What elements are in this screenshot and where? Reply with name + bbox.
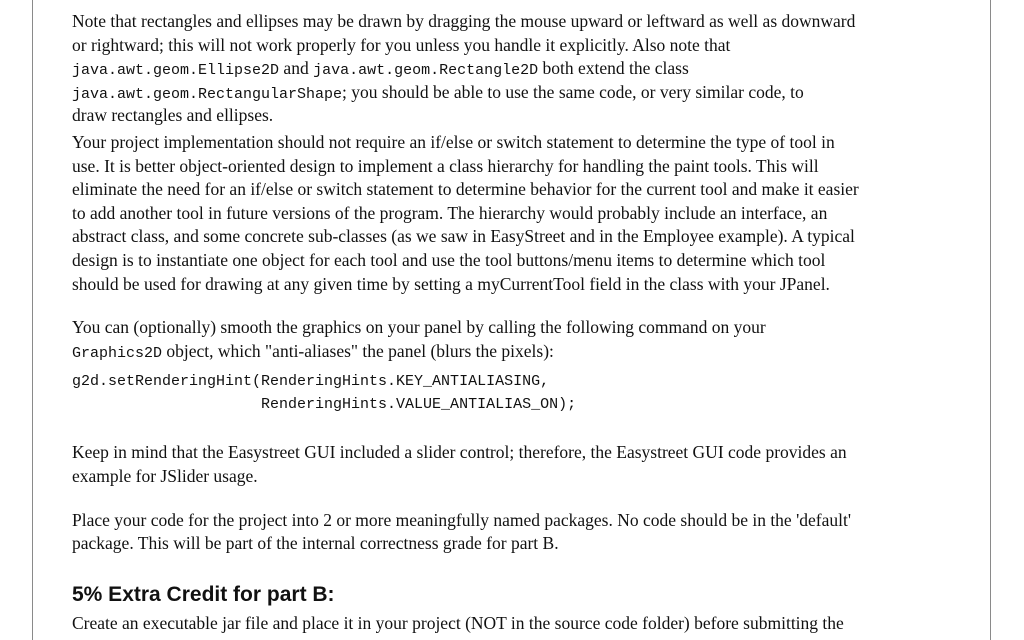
text-line — [72, 104, 972, 128]
paragraph-executable-jar — [72, 612, 972, 636]
text-run: draw rectangles and ellipses. — [72, 105, 274, 126]
page-right-edge — [990, 0, 991, 640]
text-line — [72, 34, 972, 58]
text-run: Note that rectangles and ellipses may be drawn by dragging the mouse upward or leftward as well as downward — [72, 11, 856, 31]
text-line: to add another tool in future versions of the program. The hierarchy would probably include an interface, an — [72, 202, 828, 223]
text-line: Keep in mind that the Easystreet GUI included a slider control; therefore, the Easystreet GUI code provides an — [72, 442, 847, 463]
text-line: eliminate the need for an if/else or switch statement to determine behavior for the current tool and make it easier — [72, 179, 859, 200]
inline-code: Graphics2D — [72, 344, 163, 362]
text-line — [72, 10, 972, 34]
page-left-edge — [32, 0, 33, 640]
text-line: package. This will be part of the internal correctness grade for part B. — [72, 533, 559, 554]
text-run: both extend the class — [538, 58, 689, 79]
paragraph-shape-dragging — [72, 10, 972, 128]
text-line — [72, 57, 972, 81]
text-run: object, which "anti-aliases" the panel (blurs the pixels): — [162, 340, 554, 361]
text-line: abstract class, and some concrete sub-classes (as we saw in EasyStreet and in the Employee example). A typical — [72, 226, 855, 247]
text-line: Place your code for the project into 2 or more meaningfully named packages. No code should be in the 'default' — [72, 509, 851, 530]
paragraph-jslider — [72, 441, 972, 488]
text-run: and — [279, 58, 314, 79]
code-block-rendering-hint: g2d.setRenderingHint(RenderingHints.KEY_ANTIALIASING, RenderingHints.VALUE_ANTIALIAS_ON); — [72, 373, 577, 414]
inline-code: java.awt.geom.Rectangle2D — [313, 62, 539, 80]
paragraph-tool-hierarchy — [72, 131, 972, 296]
text-run: or rightward; this will not work properly for you unless you handle it explicitly. Also note that — [72, 34, 731, 55]
text-line: should be used for drawing at any given time by setting a myCurrentTool field in the class with your JPanel. — [72, 273, 830, 294]
text-run: ; you should be able to use the same code, or very similar code, to — [342, 81, 804, 102]
text-line: example for JSlider usage. — [72, 465, 258, 486]
text-run: You can (optionally) smooth the graphics on your panel by calling the following command on your — [72, 317, 766, 338]
text-line — [72, 81, 972, 105]
inline-code: java.awt.geom.Ellipse2D — [72, 62, 280, 80]
text-line: design is to instantiate one object for each tool and use the tool buttons/menu items to determine which tool — [72, 249, 826, 270]
text-line: Create an executable jar file and place it in your project (NOT in the source code folder) before submitting the — [72, 612, 844, 633]
text-line: Your project implementation should not require an if/else or switch statement to determine the type of tool in — [72, 131, 835, 152]
paragraph-packages — [72, 509, 972, 556]
text-line — [72, 340, 972, 364]
document-content — [72, 10, 972, 635]
inline-code: java.awt.geom.RectangularShape — [72, 85, 343, 103]
text-line — [72, 316, 972, 340]
extra-credit-heading: 5% Extra Credit for part B: — [72, 582, 335, 606]
paragraph-antialias — [72, 316, 972, 363]
text-line: use. It is better object-oriented design to implement a class hierarchy for handling the paint tools. This will — [72, 155, 819, 176]
